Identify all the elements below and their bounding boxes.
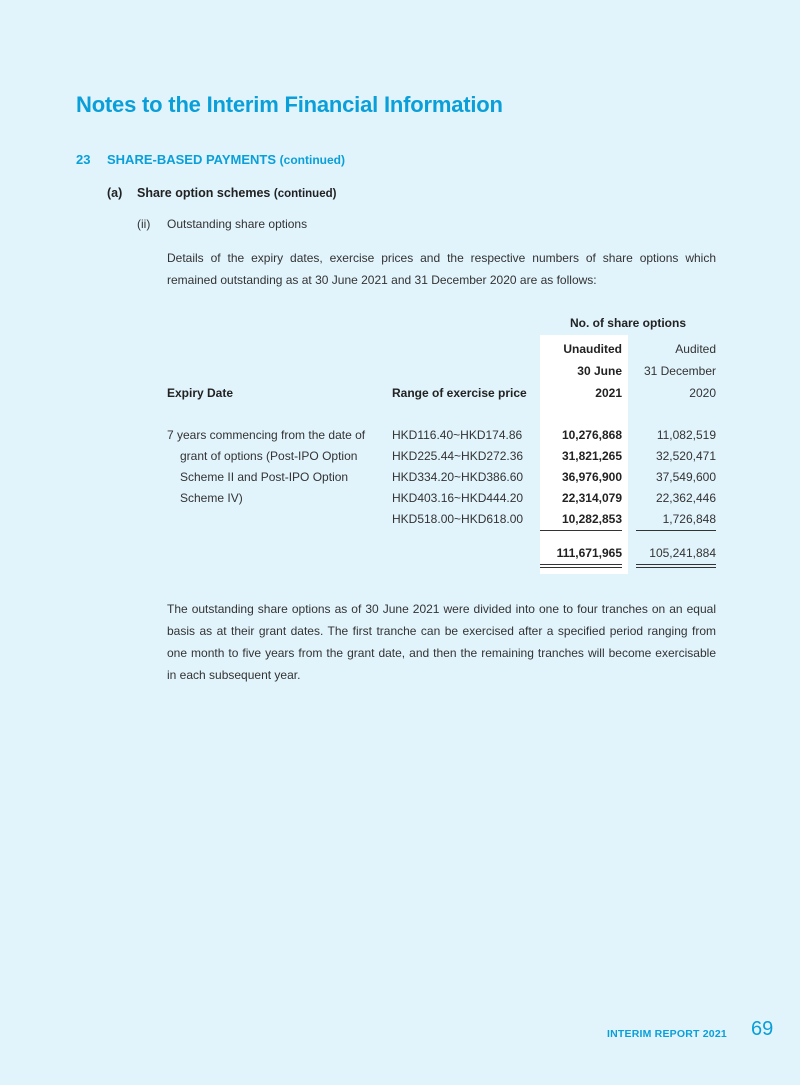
value-2021-cell: 10,282,853 [561,512,622,526]
value-2021-cell: 22,314,079 [561,491,622,505]
total-double-rule-2020-bottom [636,567,716,568]
total-double-rule-2020-top [636,564,716,565]
page-number: 69 [751,1018,774,1040]
range-cell: HKD225.44~HKD272.36 [392,449,524,463]
value-2021-cell: 31,821,265 [561,449,622,463]
subtotal-rule-2021 [540,530,622,531]
intro-paragraph: Details of the expiry dates, exercise prices and the respective numbers of share options which remained outstanding as at 30 June 2021 and 31 December 2020 are as follows: [167,251,716,287]
expiry-text-line4: Scheme IV) [180,491,243,505]
col1-header-line3: 2021 [595,386,622,400]
section-title [107,152,345,167]
subsection-a-title [137,186,336,200]
subsection-a-continued: (continued) [273,188,337,200]
footer-report-label: INTERIM REPORT 2021 [607,1028,727,1040]
section-number: 23 [76,152,91,167]
value-2020-cell: 37,549,600 [655,470,716,484]
expiry-text-line3: Scheme II and Post-IPO Option [180,470,349,484]
col2-header-line2: 31 December [643,364,716,378]
total-double-rule-2021-top [540,564,622,565]
range-cell: HKD518.00~HKD618.00 [392,512,524,526]
col-header-range: Range of exercise price [392,386,527,400]
closing-paragraph: The outstanding share options as of 30 June 2021 were divided into one to four tranches on an equal basis as at their grant dates. The first tranche can be exercised after a specified period ranging from one month to five years from the grant date, and then the remaining tranches will become exercisable in each subsequent year. [167,602,716,682]
subsection-a-title-text: Share option schemes [137,186,271,200]
col2-header-line3: 2020 [689,386,716,400]
value-2020-cell: 32,520,471 [655,449,716,463]
subsection-ii-title: Outstanding share options [167,217,308,231]
expiry-text-line1: 7 years commencing from the date of [167,428,366,442]
range-cell: HKD116.40~HKD174.86 [392,428,523,442]
value-2020-cell: 11,082,519 [656,428,716,442]
range-cell: HKD403.16~HKD444.20 [392,491,524,505]
section-title-text: SHARE-BASED PAYMENTS [107,152,277,167]
range-cell: HKD334.20~HKD386.60 [392,470,524,484]
value-2020-cell: 1,726,848 [662,512,716,526]
subsection-a-label: (a) [107,186,123,200]
page-title: Notes to the Interim Financial Information [76,92,503,117]
value-2021-cell: 10,276,868 [561,428,622,442]
value-2020-cell: 22,362,446 [655,491,716,505]
expiry-text-line2: grant of options (Post-IPO Option [180,449,358,463]
value-2021-cell: 36,976,900 [561,470,622,484]
total-2020: 105,241,884 [649,546,716,560]
total-double-rule-2021-bottom [540,567,622,568]
group-header: No. of share options [569,316,686,330]
col1-header-line2: 30 June [577,364,622,378]
col1-header-line1: Unaudited [563,342,622,356]
col-header-expiry: Expiry Date [167,386,234,400]
total-2021: 111,671,965 [556,546,622,560]
share-options-table [167,312,716,574]
subsection-ii-label: (ii) [137,217,151,231]
section-continued: (continued) [279,153,345,167]
subtotal-rule-2020 [636,530,716,531]
col2-header-line1: Audited [675,342,716,356]
